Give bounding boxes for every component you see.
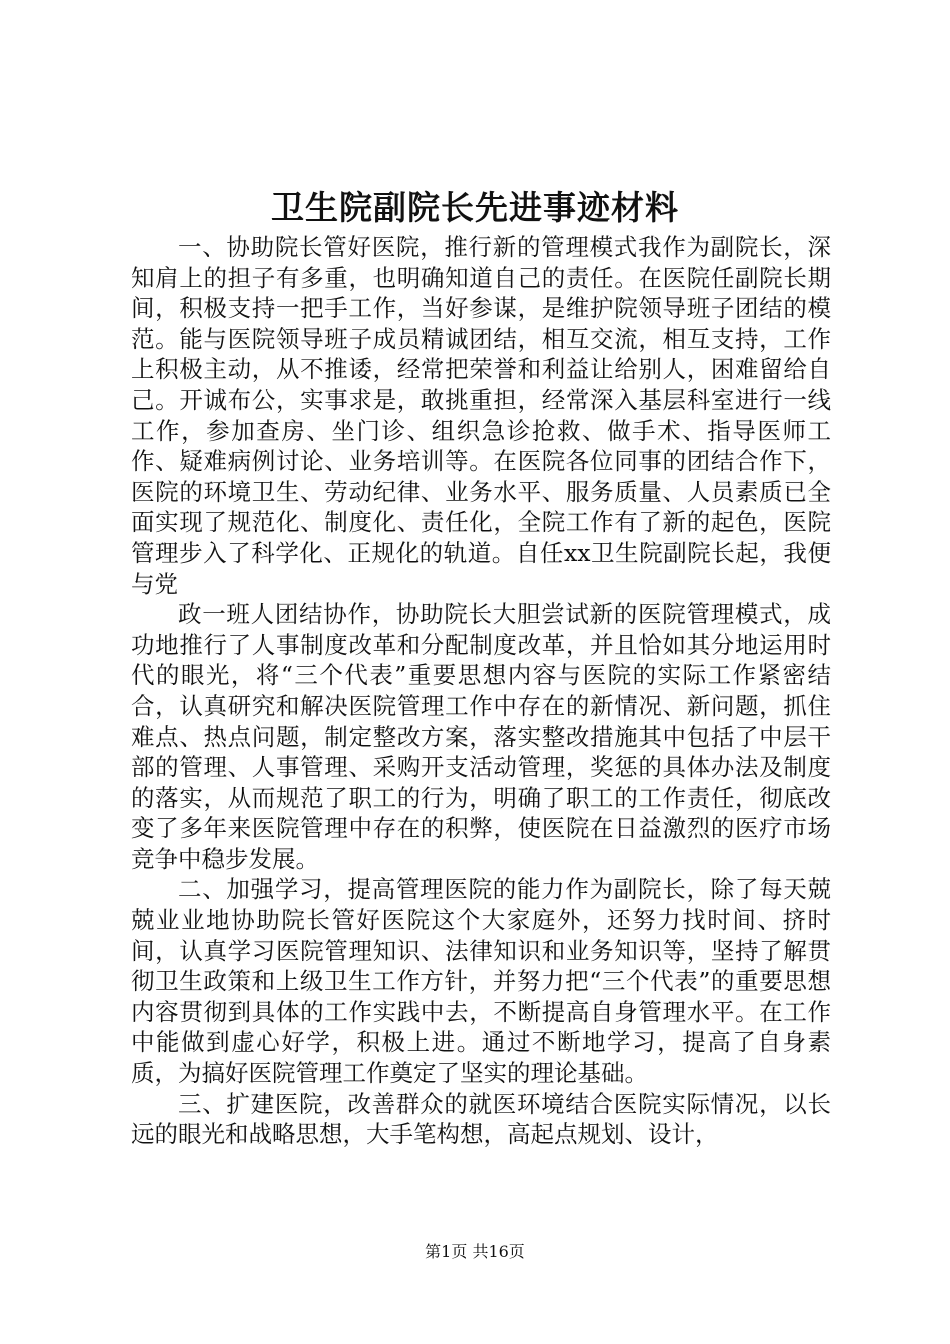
paragraph-1: 一、协助院长管好医院，推行新的管理模式我作为副院长，深知肩上的担子有多重，也明确知道自己的责任。在医院任副院长期间，积极支持一把手工作，当好参谋，是维护院领导班子团结的模范。能与医院领导班子成员精诚团结，相互交流，相互支持，工作上积极主动，从不推诿，经常把荣誉和利益让给别人，困难留给自己。开诚布公，实事求是，敢挑重担，经常深入基层科室进行一线工作，参加查房、坐门诊、组织急诊抢救、做手术、指导医师工作、疑难病例讨论、业务培训等。在医院各位同事的团结合作下，医院的环境卫生、劳动纪律、业务水平、服务质量、人员素质已全面实现了规范化、制度化、责任化，全院工作有了新的起色，医院管理步入了科学化、正规化的轨道。自任xx卫生院副院长起，我便与党 [131, 233, 831, 598]
page-footer: 第1页 共16页 [425, 1242, 525, 1261]
paragraph-4: 三、扩建医院，改善群众的就医环境结合医院实际情况，以长远的眼光和战略思想，大手笔构想，高起点规划、设计， [131, 1089, 831, 1149]
paragraph-3: 二、加强学习，提高管理医院的能力作为副院长，除了每天兢兢业业地协助院长管好医院这个大家庭外，还努力找时间、挤时间，认真学习医院管理知识、法律知识和业务知识等，坚持了解贯彻卫生政策和上级卫生工作方针，并努力把“三个代表”的重要思想内容贯彻到具体的工作实践中去，不断提高自身管理水平。在工作中能做到虚心好学，积极上进。通过不断地学习，提高了自身素质，为搞好医院管理工作奠定了坚实的理论基础。 [131, 875, 831, 1088]
paragraph-2: 政一班人团结协作，协助院长大胆尝试新的医院管理模式，成功地推行了人事制度改革和分配制度改革，并且恰如其分地运用时代的眼光，将“三个代表”重要思想内容与医院的实际工作紧密结合，认真研究和解决医院管理工作中存在的新情况、新问题，抓住难点、热点问题，制定整改方案，落实整改措施其中包括了中层干部的管理、人事管理、采购开支活动管理，奖惩的具体办法及制度的落实，从而规范了职工的行为，明确了职工的工作责任，彻底改变了多年来医院管理中存在的积弊，使医院在日益激烈的医疗市场竞争中稳步发展。 [131, 600, 831, 873]
document-body [131, 232, 831, 1150]
document-title: 卫生院副院长先进事迹材料 [271, 188, 679, 227]
